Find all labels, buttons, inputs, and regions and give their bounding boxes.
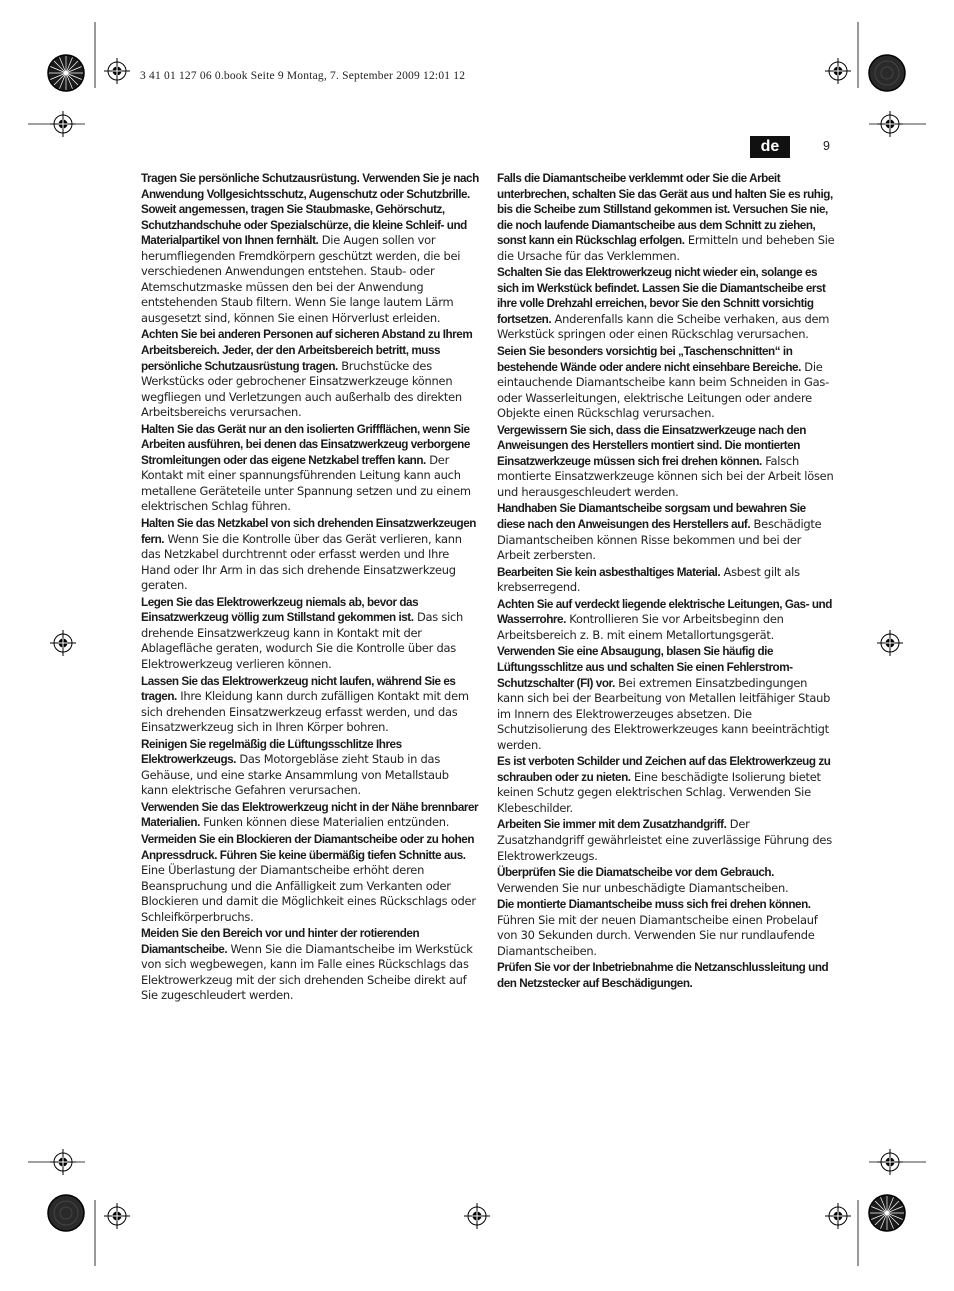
explanation-text: Das Motorgebläse zieht Staub in das Gehäuse, und eine starke Ansammlung von Metallstaub kann elektrische Gefahren verursachen. xyxy=(141,752,449,798)
safety-paragraph xyxy=(497,344,835,422)
safety-paragraph xyxy=(141,737,479,799)
safety-paragraph xyxy=(497,897,835,959)
explanation-text: Die eintauchende Diamantscheibe kann beim Schneiden in Gas- oder Wasserleitungen, elektrische Leitungen oder andere Objekte einen Rückschlag verursachen. xyxy=(497,359,830,421)
explanation-text: Bei extremen Einsatzbedingungen kann sich bei der Bearbeitung von Metallen leitfähiger Staub im Innern des Elektrowerzeuges absetzen. Die Schutzisolierung des Elektrowerkzeuges kann beeinträchtigt werden. xyxy=(497,675,831,752)
explanation-text: Falsch montierte Einsatzwerkzeuge können sich bei der Arbeit lösen und herausgeschleudert werden. xyxy=(497,453,834,499)
warning-heading: Halten Sie das Netzkabel von sich drehenden Einsatzwerkzeugen fern. xyxy=(141,517,476,546)
explanation-text: Eine beschädigte Isolierung bietet keinen Schutz gegen elektrischen Schlag. Verwenden Sie Klebeschilder. xyxy=(497,769,821,815)
warning-heading: Handhaben Sie Diamantscheibe sorgsam und bewahren Sie diese nach den Anweisungen des Herstellers auf. xyxy=(497,502,806,532)
warning-heading: Arbeiten Sie immer mit dem Zusatzhandgriff. xyxy=(497,818,727,832)
safety-paragraph xyxy=(497,501,835,563)
explanation-text: Der Zusatzhandgriff gewährleistet eine zuverlässige Führung des Elektrowerkzeugs. xyxy=(497,817,832,863)
warning-heading: Verwenden Sie eine Absaugung, blasen Sie häufig die Lüftungsschlitze aus und schalten Sie einen Fehlerstrom-Schutzschalter (FI) vor. xyxy=(497,645,793,690)
warning-heading: Seien Sie besonders vorsichtig bei „Taschenschnitten“ in bestehende Wände oder andere nicht einsehbare Bereiche. xyxy=(497,345,801,374)
safety-paragraph xyxy=(497,817,835,864)
explanation-text: Ihre Kleidung kann durch zufälligen Kontakt mit dem sich drehenden Einsatzwerkzeug erfasst werden, und das Einsatzwerkzeug sich in Ihren Körper bohren. xyxy=(141,689,469,735)
left-column xyxy=(141,171,479,1005)
explanation-text: Das sich drehende Einsatzwerkzeug kann in Kontakt mit der Ablagefläche geraten, wodurch Sie die Kontrolle über das Elektrowerkzeug verlieren können. xyxy=(141,610,464,671)
safety-paragraph xyxy=(141,422,479,515)
warning-heading: Achten Sie bei anderen Personen auf sicheren Abstand zu Ihrem Arbeitsbereich. Jeder, der den Arbeitsbereich betritt, muss persönliche Schutzausrüstung tragen. xyxy=(141,328,473,373)
explanation-text: Asbest gilt als krebserregend. xyxy=(497,564,800,595)
warning-heading: Legen Sie das Elektrowerkzeug niemals ab, bevor das Einsatzwerkzeug völlig zum Stillstand gekommen ist. xyxy=(141,595,419,625)
explanation-text: Ermitteln und beheben Sie die Ursache für das Verklemmen. xyxy=(497,233,835,263)
warning-heading: Meiden Sie den Bereich vor und hinter der rotierenden Diamantscheibe. xyxy=(141,927,420,956)
warning-heading: Falls die Diamantscheibe verklemmt oder Sie die Arbeit unterbrechen, schalten Sie das Gerät aus und halten Sie es ruhig, bis die Scheibe zum Stillstand gekommen ist. Versuchen Sie nie, die noch laufende Diamantscheibe aus dem Schnitt zu ziehen, sonst kann ein Rückschlag erfolgen. xyxy=(497,172,833,248)
warning-heading: Achten Sie auf verdeckt liegende elektrische Leitungen, Gas- und Wasserrohre. xyxy=(497,597,832,627)
safety-paragraph xyxy=(497,754,835,816)
safety-paragraph xyxy=(497,565,835,596)
safety-paragraph xyxy=(141,327,479,420)
warning-heading: Prüfen Sie vor der Inbetriebnahme die Netzanschlussleitung und den Netzstecker auf Beschädigungen. xyxy=(497,961,829,990)
safety-paragraph xyxy=(497,597,835,644)
warning-heading: Vermeiden Sie ein Blockieren der Diamantscheibe oder zu hohen Anpressdruck. Führen Sie keine übermäßig tiefen Schnitte aus. xyxy=(141,832,475,862)
language-badge: de xyxy=(750,136,790,158)
print-file-info: 3 41 01 127 06 0.book Seite 9 Montag, 7. September 2009 12:01 12 xyxy=(140,70,466,82)
explanation-text: Die Augen sollen vor herumfliegenden Fremdkörpern geschützt werden, die bei verschiedenen Anwendungen entstehen. Staub- oder Atemschutzmaske müssen den bei der Anwendung entstehenden Staub filtern. Wenn Sie lange lautem Lärm ausgesetzt sind, können Sie einen Hörverlust erleiden. xyxy=(141,233,461,325)
warning-heading: Es ist verboten Schilder und Zeichen auf das Elektrowerkzeug zu schrauben oder zu nieten. xyxy=(497,755,831,784)
page-number: 9 xyxy=(823,139,830,153)
warning-heading: Lassen Sie das Elektrowerkzeug nicht laufen, während Sie es tragen. xyxy=(141,674,456,704)
explanation-text: Wenn Sie die Diamantscheibe im Werkstück von sich wegbewegen, kann im Falle eines Rückschlags das Elektrowerkzeug mit der sich drehenden Scheibe direkt auf Sie zugeschleudert werden. xyxy=(141,941,473,1003)
explanation-text: Verwenden Sie nur unbeschädigte Diamantscheiben. xyxy=(497,880,789,895)
safety-paragraph xyxy=(497,644,835,753)
explanation-text: Bruchstücke des Werkstücks oder gebrochener Einsatzwerkzeuge können wegfliegen und Verletzungen auch außerhalb des direkten Arbeitsbereichs verursachen. xyxy=(141,358,462,420)
warning-heading: Halten Sie das Gerät nur an den isolierten Griffflächen, wenn Sie Arbeiten ausführen, bei denen das Einsatzwerkzeug verborgene Stromleitungen oder das eigene Netzkabel treffen kann. xyxy=(141,422,470,467)
safety-paragraph xyxy=(497,423,835,501)
explanation-text: Führen Sie mit der neuen Diamantscheibe einen Probelauf von 30 Sekunden durch. Verwenden Sie nur rundlaufende Diamantscheiben. xyxy=(497,912,818,958)
warning-heading: Überprüfen Sie die Diamatscheibe vor dem Gebrauch. xyxy=(497,866,774,880)
explanation-text: Der Kontakt mit einer spannungsführenden Leitung kann auch metallene Geräteteile unter Spannung setzen und zu einem elektrischen Schlag führen. xyxy=(141,452,471,514)
safety-paragraph xyxy=(497,171,835,264)
safety-paragraph xyxy=(141,832,479,925)
warning-heading: Verwenden Sie das Elektrowerkzeug nicht in der Nähe brennbarer Materialien. xyxy=(141,800,479,830)
safety-paragraph xyxy=(141,926,479,1004)
safety-paragraph xyxy=(141,516,479,594)
explanation-text: Kontrollieren Sie vor Arbeitsbeginn den Arbeitsbereich z. B. mit einem Metallortungsgerät. xyxy=(497,612,784,642)
warning-heading: Reinigen Sie regelmäßig die Lüftungsschlitze Ihres Elektrowerkzeugs. xyxy=(141,737,402,767)
right-column xyxy=(497,171,835,992)
explanation-text: Eine Überlastung der Diamantscheibe erhöht deren Beanspruchung und die Anfälligkeit zum Verkanten oder Blockieren und damit die Möglichkeit eines Rückschlags oder Schleifkörperbruchs. xyxy=(141,863,476,924)
safety-paragraph xyxy=(141,171,479,326)
explanation-text: Wenn Sie die Kontrolle über das Gerät verlieren, kann das Netzkabel durchtrennt oder erfasst werden und Ihre Hand oder Ihr Arm in das sich drehende Einsatzwerkzeug geraten. xyxy=(141,531,462,593)
explanation-text: Funken können diese Materialien entzünden. xyxy=(199,815,450,830)
safety-paragraph xyxy=(497,265,835,343)
warning-heading: Schalten Sie das Elektrowerkzeug nicht wieder ein, solange es sich im Werkstück befindet. Lassen Sie die Diamantscheibe erst ihre volle Drehzahl erreichen, bevor Sie den Schnitt vorsichtig fortsetzen. xyxy=(497,266,826,326)
warning-heading: Tragen Sie persönliche Schutzausrüstung. Verwenden Sie je nach Anwendung Vollgesichtsschutz, Augenschutz oder Schutzbrille. Soweit angemessen, tragen Sie Staubmaske, Gehörschutz, Schutzhandschuhe oder Spezialschürze, die kleine Schleif- und Materialpartikel von Ihnen fernhält. xyxy=(141,172,479,248)
safety-paragraph xyxy=(141,595,479,673)
warning-heading: Vergewissern Sie sich, dass die Einsatzwerkzeuge nach den Anweisungen des Herstellers montiert sind. Die montierten Einsatzwerkzeuge müssen sich frei drehen können. xyxy=(497,423,806,468)
explanation-text: Beschädigte Diamantscheiben können Risse bekommen und bei der Arbeit zerbersten. xyxy=(497,517,822,563)
safety-paragraph xyxy=(497,865,835,896)
safety-paragraph xyxy=(141,674,479,736)
safety-paragraph xyxy=(141,800,479,831)
explanation-text: Anderenfalls kann die Scheibe verhaken, aus dem Werkstück springen oder einen Rückschlag verursachen. xyxy=(497,311,830,342)
warning-heading: Die montierte Diamantscheibe muss sich frei drehen können. xyxy=(497,898,811,912)
safety-paragraph xyxy=(497,960,835,991)
warning-heading: Bearbeiten Sie kein asbesthaltiges Material. xyxy=(497,565,721,579)
